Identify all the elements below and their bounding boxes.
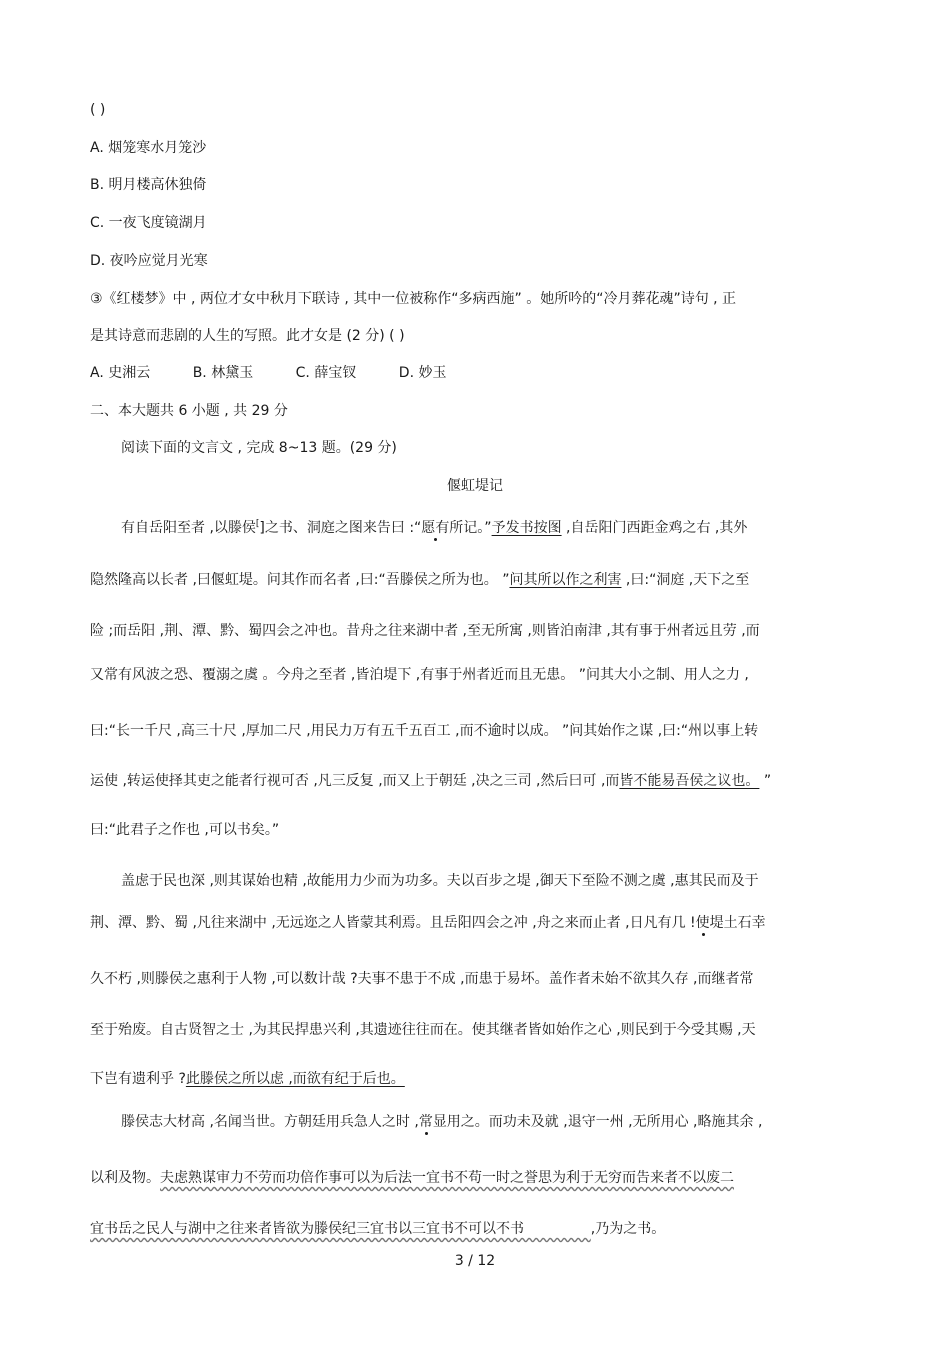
p1-line-3: 险 ;而岳阳 ,荆、潭、黔、蜀四会之冲也。昔舟之往来湖中者 ,至无所寓 ,则皆泊南津 ,其有事于州者远且劳 ,而 (90, 623, 760, 639)
text-run: 显用之。而功未及就 ,退守一州 ,无所用心 ,略施其余 , (432, 1114, 763, 1130)
p3-line-2 (90, 1168, 734, 1188)
option-c: C. 薛宝钗 (295, 365, 357, 381)
text-run: 运使 ,转运使择其吏之能者行视可否 ,凡三反复 ,而又上于朝廷 ,决之三司 ,然后曰可 ,而 (90, 773, 620, 789)
question-3-line-2: 是其诗意而悲剧的人生的写照。此才女是 (2 分) ( ) (90, 328, 405, 344)
p3-line-3 (90, 1219, 665, 1239)
text-run: ]之书、洞庭之图来告曰 :“愿 (259, 520, 436, 536)
question-3-line-1: ③《红楼梦》中 , 两位才女中秋月下联诗 , 其中一位被称作“多病西施” 。她所吟的“冷月葬花魂”诗句 , 正 (90, 291, 737, 307)
text-run: ” (759, 773, 772, 789)
text-run: 以利及物。 (90, 1170, 160, 1186)
p2-line-2 (90, 913, 766, 933)
option-a: A. 史湘云 (90, 365, 151, 381)
p1-line-4: 又常有风波之恐、覆溺之虞 。今舟之至者 ,皆泊堤下 ,有事于州者近而且无患。 ”问其大小之制、用人之力 , (90, 667, 749, 683)
text-run: 有自岳阳至者 ,以滕侯 (121, 520, 256, 536)
option-c: C. 一夜飞度镜湖月 (90, 215, 207, 231)
section-instruction: 阅读下面的文言文 , 完成 8~13 题。(29 分) (121, 440, 397, 456)
text-run: 下岂有遗利乎 ? (90, 1071, 186, 1087)
text-run: 堤土石幸 (709, 915, 766, 931)
p1-line-1 (121, 514, 747, 538)
option-d: D. 妙玉 (398, 365, 447, 381)
underlined-phrase: 予发书按图 (491, 520, 562, 536)
section-heading: 二、本大题共 6 小题 , 共 29 分 (90, 403, 288, 419)
text-run: 隐然隆高以长者 ,曰偃虹堤。问其作而名者 ,曰:“吾滕侯之所为也。 ” (90, 572, 510, 588)
p1-line-2 (90, 570, 749, 590)
emphasized-char: 常 (418, 1114, 433, 1130)
p2-line-3: 久不朽 ,则滕侯之惠利于人物 ,可以数计哉 ?夫事不患于不成 ,而患于易坏。盖作者未始不欲其久存 ,而继者常 (90, 971, 754, 987)
text-run: 荆、潭、黔、蜀 ,凡往来湖中 ,无远迩之人皆蒙其利焉。且岳阳四会之冲 ,舟之来而止者 ,日凡有几 ! (90, 915, 696, 931)
text-run: ,自岳阳门西距金鸡之右 ,其外 (561, 520, 748, 536)
footnote-marker: [ (255, 519, 260, 529)
underlined-phrase: 问其所以作之利害 (509, 572, 622, 588)
underlined-phrase: 此滕侯之所以虑 ,而欲有纪于后也。 (185, 1071, 405, 1087)
option-d: D. 夜吟应觉月光寒 (90, 253, 208, 269)
option-b: B. 明月楼高休独倚 (90, 177, 207, 193)
p3-line-1 (121, 1112, 762, 1132)
wavy-underlined-sentence: 宜书岳之民人与湖中之往来者皆欲为滕侯纪三宜书以三宜书不可以不书 (90, 1221, 591, 1237)
p1-line-5: 曰:“长一千尺 ,高三十尺 ,厚加二尺 ,用民力万有五千五百工 ,而不逾时以成。 ”问其始作之谋 ,曰:“州以事上转 (90, 723, 759, 739)
text-run: 有所记。” (435, 520, 492, 536)
underlined-phrase: 皆不能易吾侯之议也。 (619, 773, 760, 789)
p2-line-1: 盖虑于民也深 ,则其谋始也精 ,故能用力少而为功多。夫以百步之堤 ,御天下至险不测之虞 ,惠其民而及于 (121, 873, 759, 889)
answer-parentheses: ( ) (90, 102, 106, 118)
p2-line-5 (90, 1069, 405, 1089)
wavy-underlined-sentence: 夫虑熟谋审力不劳而功倍作事可以为后法一宜书不苟一时之誉思为利于无穷而告来者不以废二 (160, 1170, 734, 1186)
passage-title: 偃虹堤记 (447, 478, 503, 494)
page-number: 3 / 12 (454, 1253, 496, 1269)
text-run: ,乃为之书。 (590, 1221, 666, 1237)
p1-line-6 (90, 771, 771, 791)
question-3-options (90, 363, 484, 383)
option-a: A. 烟笼寒水月笼沙 (90, 140, 207, 156)
p2-line-4: 至于殆废。自古贤智之士 ,为其民捍患兴利 ,其遗迹往往而在。使其继者皆如始作之心 ,则民到于今受其赐 ,天 (90, 1022, 756, 1038)
option-b: B. 林黛玉 (192, 365, 254, 381)
text-run: 滕侯志大材高 ,名闻当世。方朝廷用兵急人之时 , (121, 1114, 419, 1130)
p1-line-7: 曰:“此君子之作也 ,可以书矣。” (90, 822, 280, 838)
text-run: ,曰:“洞庭 ,天下之至 (621, 572, 750, 588)
emphasized-char: 使 (695, 915, 710, 931)
